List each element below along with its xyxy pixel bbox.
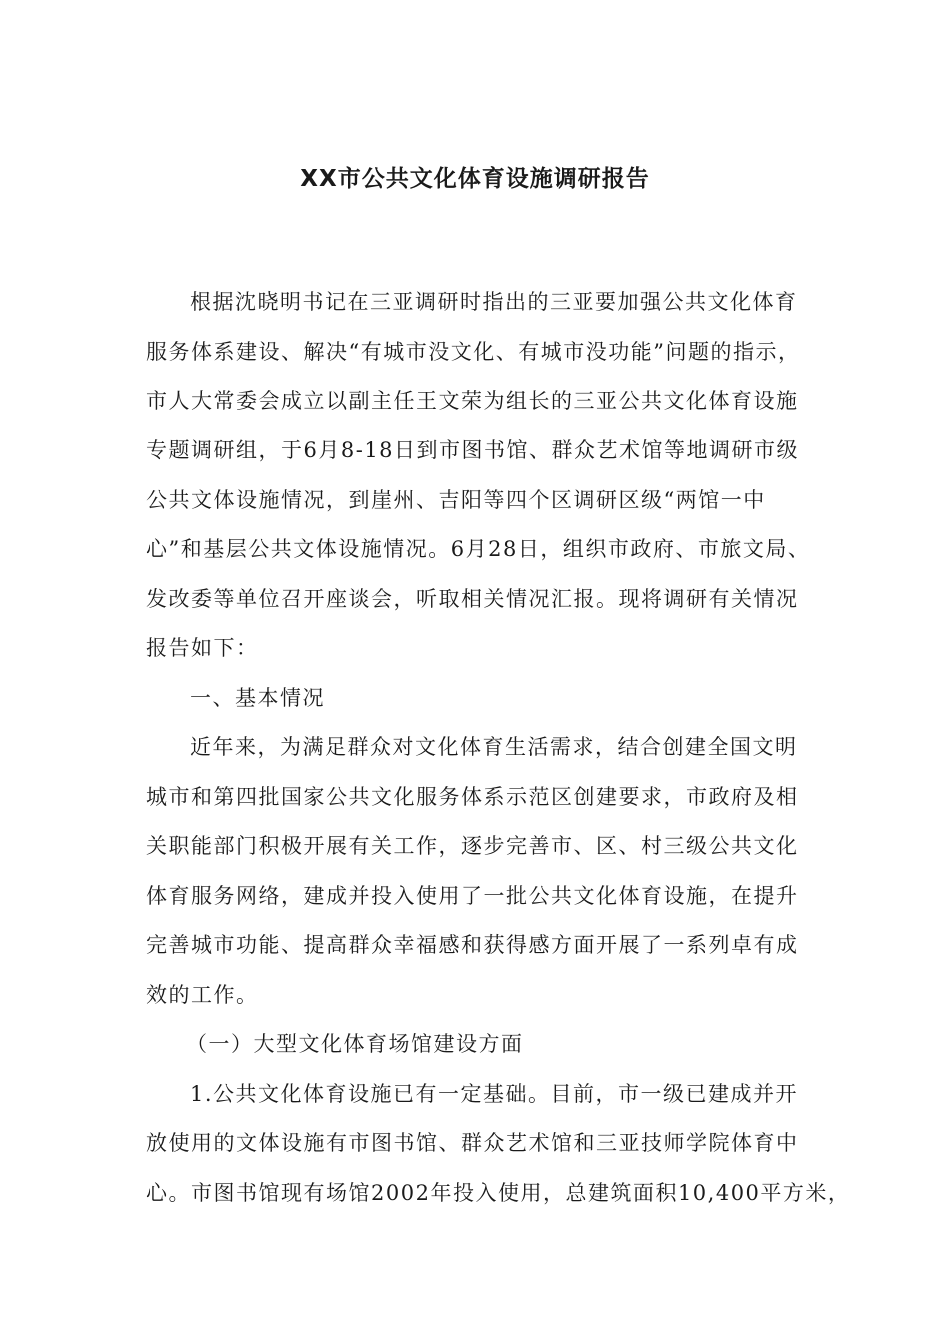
- document-title: XX市公共文化体育设施调研报告: [300, 166, 650, 192]
- paragraph-line: 体育服务网络，建成并投入使用了一批公共文化体育设施，在提升: [146, 884, 799, 908]
- paragraph-line: 近年来，为满足群众对文化体育生活需求，结合创建全国文明: [190, 735, 798, 759]
- paragraph-line: 关职能部门积极开展有关工作，逐步完善市、区、村三级公共文化: [146, 834, 799, 858]
- paragraph-line: 报告如下：: [146, 636, 259, 660]
- paragraph-line: 心”和基层公共文体设施情况。6月28日，组织市政府、市旅文局、: [146, 537, 811, 561]
- paragraph-line: 服务体系建设、解决“有城市没文化、有城市没功能”问题的指示，: [146, 340, 801, 364]
- section-heading: 一、基本情况: [190, 686, 325, 710]
- subsection-heading: （一）大型文化体育场馆建设方面: [186, 1032, 524, 1056]
- paragraph-line: 公共文体设施情况，到崖州、吉阳等四个区调研区级“两馆一中: [146, 488, 766, 512]
- paragraph-line: 1.公共文化体育设施已有一定基础。目前，市一级已建成并开: [190, 1082, 799, 1106]
- paragraph-line: 放使用的文体设施有市图书馆、群众艺术馆和三亚技师学院体育中: [146, 1131, 799, 1155]
- paragraph-line: 市人大常委会成立以副主任王文荣为组长的三亚公共文化体育设施: [146, 389, 799, 413]
- paragraph-line: 效的工作。: [146, 983, 259, 1007]
- paragraph-line: 城市和第四批国家公共文化服务体系示范区创建要求，市政府及相: [146, 785, 799, 809]
- paragraph-line: 心。市图书馆现有场馆2002年投入使用，总建筑面积10,400平方米，: [146, 1181, 851, 1205]
- paragraph-line: 专题调研组，于6月8-18日到市图书馆、群众艺术馆等地调研市级: [146, 438, 800, 462]
- paragraph-line: 发改委等单位召开座谈会，听取相关情况汇报。现将调研有关情况: [146, 587, 799, 611]
- paragraph-line: 根据沈晓明书记在三亚调研时指出的三亚要加强公共文化体育: [190, 290, 798, 314]
- paragraph-line: 完善城市功能、提高群众幸福感和获得感方面开展了一系列卓有成: [146, 933, 799, 957]
